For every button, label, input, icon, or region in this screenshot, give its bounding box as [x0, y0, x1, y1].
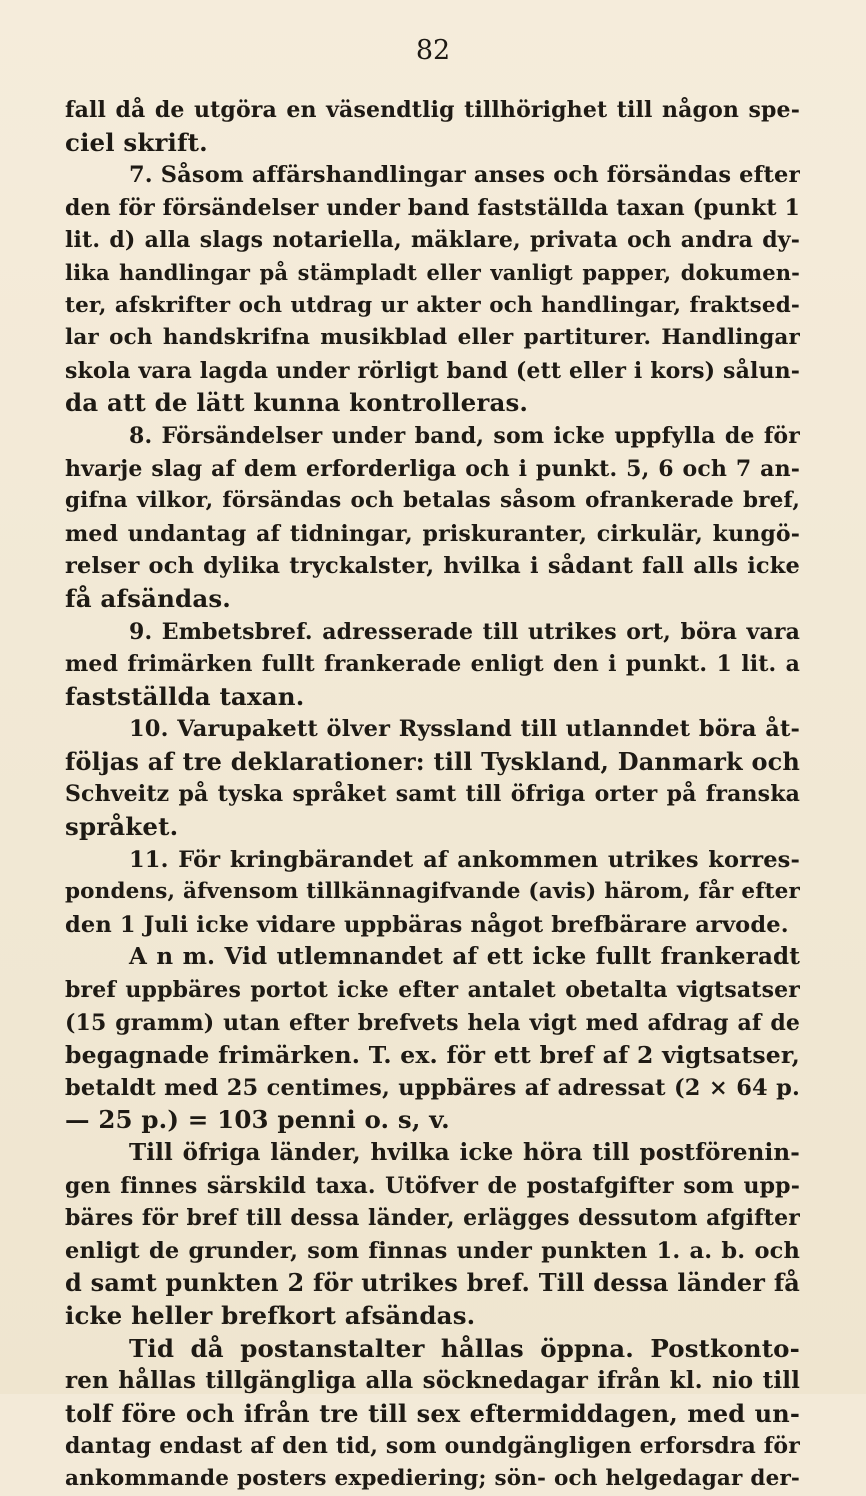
text-line: den 1 Juli icke vidare uppbäras något brefbärare arvode. [65, 911, 789, 938]
text-line: 9. Embetsbref. adresserade till utrikes ort, böra vara [129, 618, 800, 645]
text-line: dantag endast af den tid, som oundgängligen erforsdra för [65, 1433, 800, 1460]
text-line: skola vara lagda under rörligt band (ett eller i kors) sålun- [65, 357, 800, 384]
page-number: 82 [415, 35, 451, 66]
text-line: 7. Såsom affärshandlingar anses och försändas efter [129, 162, 800, 189]
text-line: gifna vilkor, försändas och betalas såsom ofrankerade bref, [65, 488, 800, 514]
text-line: gen finnes särskild taxa. Utöfver de postafgifter som upp- [65, 1172, 800, 1199]
text-line: lar och handskrifna musikblad eller partiturer. Handlingar [65, 325, 800, 351]
text-line: ciel skrift. [65, 127, 208, 157]
text-line: lika handlingar på stämpladt eller vanligt papper, dokumen- [65, 259, 800, 285]
text-line: få afsändas. [65, 583, 231, 613]
text-line: begagnade frimärken. T. ex. för ett bref af 2 vigtsatser, [65, 1041, 800, 1070]
text-line: Schveitz på tyska språket samt till öfriga orter på franska [65, 781, 800, 808]
text-line: ter, afskrifter och utdrag ur akter och handlingar, fraktsed- [65, 292, 800, 318]
text-line: betaldt med 25 centimes, uppbäres af adressat (2 × 64 p. [65, 1074, 800, 1101]
text-line: pondens, äfvensom tillkännagifvande (avis) härom, får efter [65, 879, 800, 905]
text-line: hvarje slag af dem erforderliga och i punkt. 5, 6 och 7 an- [65, 455, 800, 482]
text-line: A n m. Vid utlemnandet af ett icke fullt frankeradt [129, 943, 800, 971]
text-line: fastställda taxan. [65, 681, 305, 711]
text-line: med frimärken fullt frankerade enligt den i punkt. 1 lit. a [65, 651, 800, 678]
text-line: enligt de grunder, som finnas under punkten 1. a. b. och [65, 1237, 800, 1264]
text-line: ren hållas tillgängliga alla söcknedagar ifrån kl. nio till [65, 1367, 800, 1395]
text-line: 11. För kringbärandet af ankommen utrikes korres- [129, 846, 800, 873]
text-line: relser och dylika tryckalster, hvilka i sådant fall alls icke [65, 553, 800, 580]
text-line: Till öfriga länder, hvilka icke höra till postförenin- [129, 1139, 800, 1166]
text-line: 10. Varupakett ölver Ryssland till utlanndet böra åt- [129, 716, 800, 743]
text-line: (15 gramm) utan efter brefvets hela vigt med afdrag af de [65, 1009, 800, 1036]
text-line: fall då de utgöra en väsendtlig tillhörighet till någon spe- [65, 97, 800, 123]
text-line: icke heller brefkort afsändas. [65, 1300, 476, 1330]
text-line: — 25 p.) = 103 penni o. s, v. [65, 1105, 450, 1135]
text-line: Tid då postanstalter hållas öppna. Postkonto- [129, 1333, 800, 1363]
text-line: da att de lätt kunna kontrolleras. [65, 388, 529, 418]
text-line: lit. d) alla slags notariella, mäklare, privata och andra dy- [65, 227, 800, 254]
text-line: den för försändelser under band fastställda taxan (punkt 1 [65, 194, 800, 221]
text-line: med undantag af tidningar, priskuranter, cirkulär, kungö- [65, 520, 800, 547]
text-line: bäres för bref till dessa länder, erlägges dessutom afgifter [65, 1205, 800, 1232]
text-line: tolf före och ifrån tre till sex eftermiddagen, med un- [65, 1398, 800, 1428]
text-line: språket. [65, 812, 179, 842]
text-line: 8. Försändelser under band, som icke uppfylla de för [129, 422, 800, 449]
text-line: ankommande posters expediering; sön- och helgedagar der- [65, 1465, 800, 1491]
text-line: följas af tre deklarationer: till Tyskland, Danmark och [65, 746, 800, 776]
text-line: d samt punkten 2 för utrikes bref. Till dessa länder få [65, 1268, 800, 1298]
text-line: bref uppbäres portot icke efter antalet obetalta vigtsatser [65, 977, 800, 1004]
body-text [65, 94, 800, 1496]
